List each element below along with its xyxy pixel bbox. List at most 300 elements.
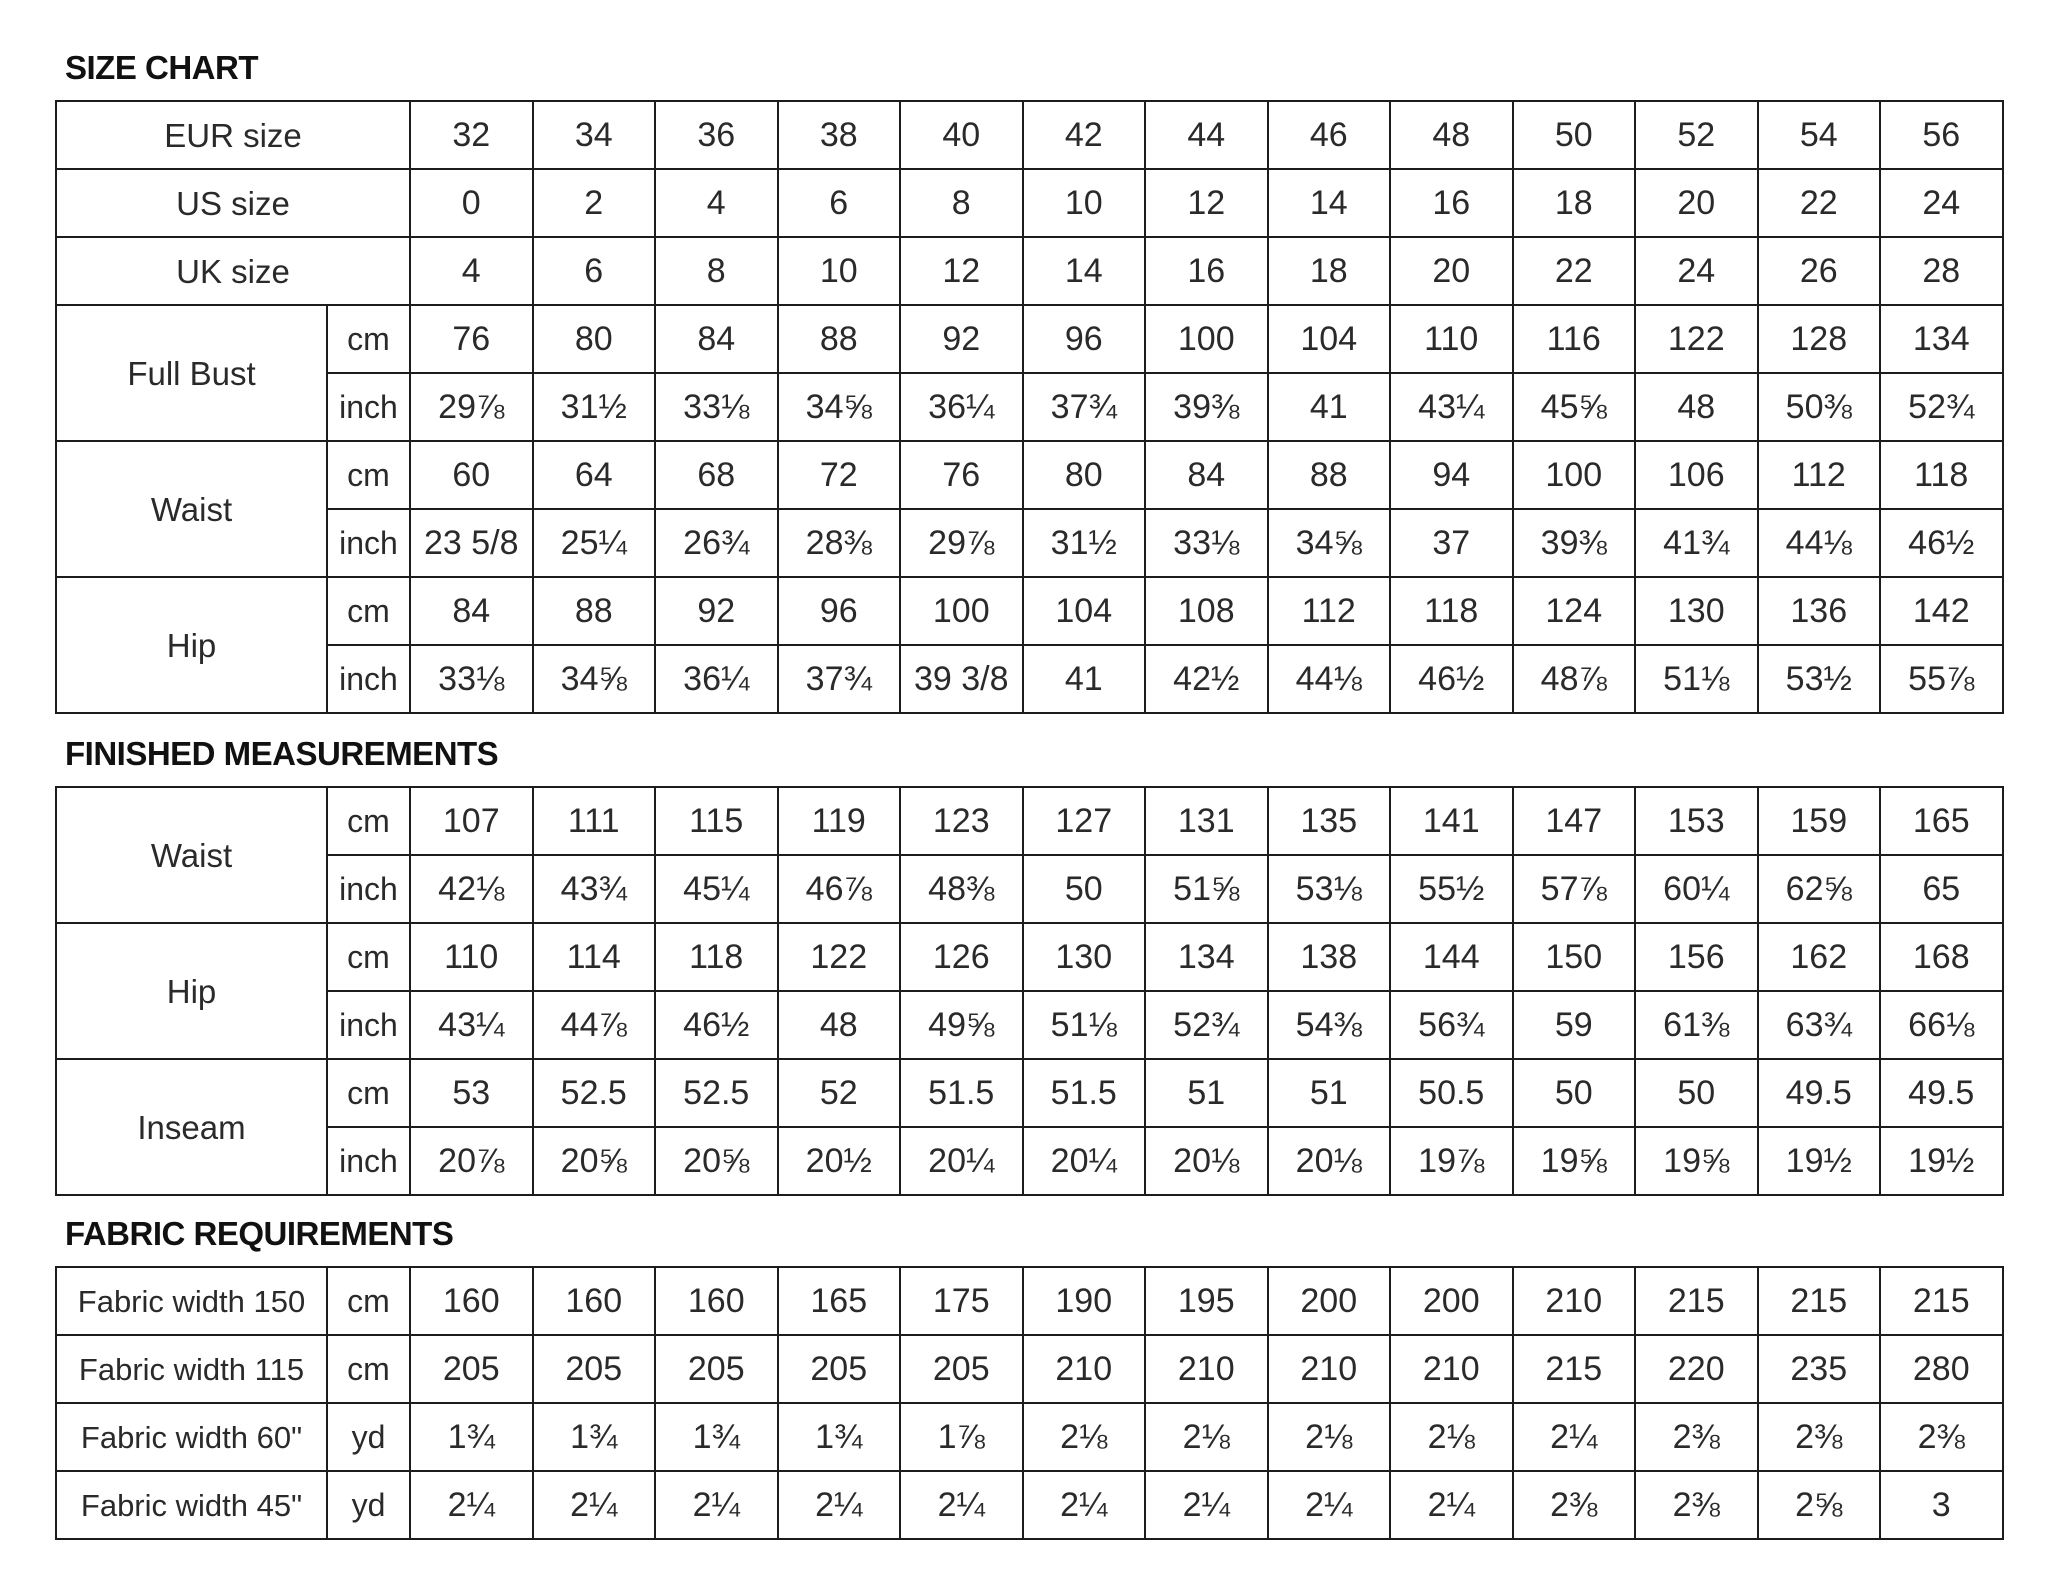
measurement-cell: 34⅝ <box>533 645 656 713</box>
finished-cell: 53 <box>410 1059 533 1127</box>
finished-cell: 20⅝ <box>655 1127 778 1195</box>
fabric-cell: 3 <box>1880 1471 2003 1539</box>
fabric-cell: 200 <box>1268 1267 1391 1335</box>
finished-cell: 19⅝ <box>1635 1127 1758 1195</box>
measurement-label: Full Bust <box>56 305 327 441</box>
fabric-cell: 2¼ <box>1390 1471 1513 1539</box>
measurement-cell: 60 <box>410 441 533 509</box>
size-chart-table <box>55 100 2004 714</box>
fabric-row <box>56 1403 2003 1471</box>
uk-size-label: UK size <box>56 237 410 305</box>
finished-cell: 134 <box>1145 923 1268 991</box>
uk-size-cell: 26 <box>1758 237 1881 305</box>
finished-row <box>56 991 2003 1059</box>
fabric-cell: 160 <box>533 1267 656 1335</box>
measurement-row <box>56 373 2003 441</box>
finished-cell: 20½ <box>778 1127 901 1195</box>
fabric-cell: 1¾ <box>778 1403 901 1471</box>
measurement-cell: 36¼ <box>900 373 1023 441</box>
measurement-cell: 48 <box>1635 373 1758 441</box>
fabric-row <box>56 1335 2003 1403</box>
measurement-cell: 92 <box>655 577 778 645</box>
finished-cell: 159 <box>1758 787 1881 855</box>
finished-cell: 65 <box>1880 855 2003 923</box>
finished-cell: 50.5 <box>1390 1059 1513 1127</box>
fabric-cell: 165 <box>778 1267 901 1335</box>
eur-size-cell: 34 <box>533 101 656 169</box>
measurement-cell: 31½ <box>533 373 656 441</box>
finished-row <box>56 855 2003 923</box>
measurement-cell: 136 <box>1758 577 1881 645</box>
uk-size-cell: 4 <box>410 237 533 305</box>
finished-cell: 52.5 <box>533 1059 656 1127</box>
measurement-row <box>56 645 2003 713</box>
fabric-cell: 175 <box>900 1267 1023 1335</box>
us-size-cell: 2 <box>533 169 656 237</box>
finished-cell: 53⅛ <box>1268 855 1391 923</box>
eur-size-cell: 36 <box>655 101 778 169</box>
unit-label: cm <box>327 787 410 855</box>
finished-cell: 45¼ <box>655 855 778 923</box>
finished-cell: 49.5 <box>1758 1059 1881 1127</box>
finished-cell: 20⅛ <box>1145 1127 1268 1195</box>
finished-measurements-title: FINISHED MEASUREMENTS <box>65 735 499 772</box>
fabric-cell: 210 <box>1268 1335 1391 1403</box>
uk-size-cell: 16 <box>1145 237 1268 305</box>
measurement-cell: 28⅜ <box>778 509 901 577</box>
unit-label: cm <box>327 1335 410 1403</box>
eur-size-cell: 48 <box>1390 101 1513 169</box>
measurement-cell: 41 <box>1268 373 1391 441</box>
measurement-cell: 41 <box>1023 645 1146 713</box>
fabric-cell: 2⅜ <box>1635 1403 1758 1471</box>
measurement-cell: 108 <box>1145 577 1268 645</box>
measurement-cell: 104 <box>1268 305 1391 373</box>
finished-cell: 122 <box>778 923 901 991</box>
us-size-cell: 18 <box>1513 169 1636 237</box>
finished-measurements-table <box>55 786 2004 1196</box>
finished-cell: 19⅞ <box>1390 1127 1513 1195</box>
finished-cell: 50 <box>1635 1059 1758 1127</box>
fabric-cell: 2⅜ <box>1758 1403 1881 1471</box>
eur-size-cell: 40 <box>900 101 1023 169</box>
fabric-cell: 215 <box>1635 1267 1758 1335</box>
measurement-cell: 33⅛ <box>410 645 533 713</box>
measurement-cell: 44⅛ <box>1268 645 1391 713</box>
finished-cell: 126 <box>900 923 1023 991</box>
measurement-cell: 29⅞ <box>900 509 1023 577</box>
fabric-cell: 190 <box>1023 1267 1146 1335</box>
measurement-cell: 29⅞ <box>410 373 533 441</box>
measurement-cell: 80 <box>533 305 656 373</box>
eur-size-cell: 54 <box>1758 101 1881 169</box>
uk-size-cell: 18 <box>1268 237 1391 305</box>
finished-cell: 111 <box>533 787 656 855</box>
finished-cell: 48⅜ <box>900 855 1023 923</box>
fabric-cell: 1¾ <box>410 1403 533 1471</box>
finished-cell: 60¼ <box>1635 855 1758 923</box>
measurement-cell: 25¼ <box>533 509 656 577</box>
fabric-cell: 200 <box>1390 1267 1513 1335</box>
finished-cell: 46⅞ <box>778 855 901 923</box>
measurement-cell: 88 <box>533 577 656 645</box>
us-size-cell: 16 <box>1390 169 1513 237</box>
eur-size-cell: 50 <box>1513 101 1636 169</box>
measurement-cell: 31½ <box>1023 509 1146 577</box>
us-size-row <box>56 169 2003 237</box>
finished-row <box>56 1127 2003 1195</box>
us-size-cell: 0 <box>410 169 533 237</box>
finished-cell: 20⅝ <box>533 1127 656 1195</box>
measurement-cell: 118 <box>1880 441 2003 509</box>
unit-label: cm <box>327 305 410 373</box>
measurement-label: Waist <box>56 441 327 577</box>
measurement-cell: 23 5/8 <box>410 509 533 577</box>
measurement-cell: 72 <box>778 441 901 509</box>
us-size-cell: 10 <box>1023 169 1146 237</box>
finished-row <box>56 923 2003 991</box>
us-size-cell: 14 <box>1268 169 1391 237</box>
finished-cell: 49.5 <box>1880 1059 2003 1127</box>
fabric-label: Fabric width 150 <box>56 1267 327 1335</box>
measurement-cell: 39⅜ <box>1513 509 1636 577</box>
measurement-cell: 34⅝ <box>778 373 901 441</box>
fabric-row <box>56 1267 2003 1335</box>
fabric-cell: 215 <box>1880 1267 2003 1335</box>
measurement-cell: 106 <box>1635 441 1758 509</box>
fabric-cell: 160 <box>655 1267 778 1335</box>
measurement-cell: 64 <box>533 441 656 509</box>
measurement-cell: 100 <box>900 577 1023 645</box>
measurement-cell: 48⅞ <box>1513 645 1636 713</box>
finished-cell: 43¾ <box>533 855 656 923</box>
finished-cell: 51 <box>1145 1059 1268 1127</box>
unit-label: inch <box>327 991 410 1059</box>
finished-cell: 51⅛ <box>1023 991 1146 1059</box>
finished-cell: 19⅝ <box>1513 1127 1636 1195</box>
fabric-cell: 280 <box>1880 1335 2003 1403</box>
finished-cell: 123 <box>900 787 1023 855</box>
unit-label: inch <box>327 645 410 713</box>
measurement-cell: 37¾ <box>778 645 901 713</box>
fabric-cell: 205 <box>533 1335 656 1403</box>
eur-size-cell: 52 <box>1635 101 1758 169</box>
measurement-cell: 51⅛ <box>1635 645 1758 713</box>
eur-size-label: EUR size <box>56 101 410 169</box>
finished-cell: 52.5 <box>655 1059 778 1127</box>
finished-cell: 168 <box>1880 923 2003 991</box>
uk-size-cell: 12 <box>900 237 1023 305</box>
us-size-cell: 24 <box>1880 169 2003 237</box>
finished-cell: 107 <box>410 787 533 855</box>
us-size-cell: 12 <box>1145 169 1268 237</box>
finished-cell: 20⅞ <box>410 1127 533 1195</box>
unit-label: inch <box>327 1127 410 1195</box>
measurement-cell: 130 <box>1635 577 1758 645</box>
measurement-cell: 37¾ <box>1023 373 1146 441</box>
measurement-cell: 46½ <box>1880 509 2003 577</box>
measurement-cell: 80 <box>1023 441 1146 509</box>
uk-size-cell: 22 <box>1513 237 1636 305</box>
finished-cell: 115 <box>655 787 778 855</box>
eur-size-cell: 32 <box>410 101 533 169</box>
fabric-cell: 2⅛ <box>1145 1403 1268 1471</box>
fabric-cell: 2¼ <box>1145 1471 1268 1539</box>
measurement-cell: 84 <box>410 577 533 645</box>
fabric-label: Fabric width 115 <box>56 1335 327 1403</box>
uk-size-cell: 6 <box>533 237 656 305</box>
measurement-row <box>56 509 2003 577</box>
finished-cell: 19½ <box>1880 1127 2003 1195</box>
finished-cell: 57⅞ <box>1513 855 1636 923</box>
measurement-cell: 76 <box>900 441 1023 509</box>
size-chart-title: SIZE CHART <box>65 49 258 86</box>
measurement-cell: 110 <box>1390 305 1513 373</box>
measurement-cell: 128 <box>1758 305 1881 373</box>
finished-cell: 110 <box>410 923 533 991</box>
fabric-cell: 2⅜ <box>1635 1471 1758 1539</box>
fabric-requirements-title: FABRIC REQUIREMENTS <box>65 1215 454 1252</box>
finished-cell: 55½ <box>1390 855 1513 923</box>
finished-cell: 114 <box>533 923 656 991</box>
us-size-label: US size <box>56 169 410 237</box>
measurement-cell: 50⅜ <box>1758 373 1881 441</box>
finished-cell: 50 <box>1513 1059 1636 1127</box>
fabric-cell: 235 <box>1758 1335 1881 1403</box>
measurement-cell: 33⅛ <box>655 373 778 441</box>
fabric-cell: 2⅛ <box>1390 1403 1513 1471</box>
fabric-cell: 205 <box>410 1335 533 1403</box>
fabric-cell: 210 <box>1513 1267 1636 1335</box>
finished-cell: 51⅝ <box>1145 855 1268 923</box>
measurement-cell: 88 <box>1268 441 1391 509</box>
finished-label: Inseam <box>56 1059 327 1195</box>
measurement-cell: 124 <box>1513 577 1636 645</box>
fabric-cell: 2⅜ <box>1880 1403 2003 1471</box>
eur-size-cell: 42 <box>1023 101 1146 169</box>
finished-cell: 54⅜ <box>1268 991 1391 1059</box>
fabric-cell: 2⅛ <box>1268 1403 1391 1471</box>
measurement-cell: 37 <box>1390 509 1513 577</box>
finished-cell: 56¾ <box>1390 991 1513 1059</box>
finished-cell: 62⅝ <box>1758 855 1881 923</box>
finished-cell: 162 <box>1758 923 1881 991</box>
unit-label: inch <box>327 373 410 441</box>
fabric-cell: 2¼ <box>778 1471 901 1539</box>
finished-cell: 52 <box>778 1059 901 1127</box>
fabric-cell: 205 <box>778 1335 901 1403</box>
finished-label: Waist <box>56 787 327 923</box>
fabric-row <box>56 1471 2003 1539</box>
fabric-cell: 2¼ <box>410 1471 533 1539</box>
measurement-cell: 68 <box>655 441 778 509</box>
fabric-cell: 215 <box>1758 1267 1881 1335</box>
finished-cell: 135 <box>1268 787 1391 855</box>
fabric-requirements-table <box>55 1266 2004 1540</box>
uk-size-cell: 28 <box>1880 237 2003 305</box>
eur-size-cell: 56 <box>1880 101 2003 169</box>
fabric-cell: 2¼ <box>900 1471 1023 1539</box>
finished-cell: 20⅛ <box>1268 1127 1391 1195</box>
measurement-cell: 100 <box>1513 441 1636 509</box>
finished-cell: 44⅞ <box>533 991 656 1059</box>
uk-size-cell: 10 <box>778 237 901 305</box>
uk-size-row <box>56 237 2003 305</box>
eur-size-row <box>56 101 2003 169</box>
measurement-cell: 116 <box>1513 305 1636 373</box>
finished-cell: 51.5 <box>1023 1059 1146 1127</box>
fabric-label: Fabric width 60" <box>56 1403 327 1471</box>
finished-cell: 144 <box>1390 923 1513 991</box>
measurement-cell: 34⅝ <box>1268 509 1391 577</box>
measurement-cell: 104 <box>1023 577 1146 645</box>
finished-cell: 156 <box>1635 923 1758 991</box>
measurement-cell: 41¾ <box>1635 509 1758 577</box>
measurement-cell: 42½ <box>1145 645 1268 713</box>
fabric-cell: 2⅛ <box>1023 1403 1146 1471</box>
finished-cell: 147 <box>1513 787 1636 855</box>
finished-cell: 131 <box>1145 787 1268 855</box>
fabric-cell: 2¼ <box>655 1471 778 1539</box>
uk-size-cell: 24 <box>1635 237 1758 305</box>
fabric-cell: 195 <box>1145 1267 1268 1335</box>
finished-cell: 153 <box>1635 787 1758 855</box>
fabric-cell: 2⅝ <box>1758 1471 1881 1539</box>
measurement-cell: 100 <box>1145 305 1268 373</box>
unit-label: yd <box>327 1403 410 1471</box>
finished-cell: 48 <box>778 991 901 1059</box>
measurement-cell: 92 <box>900 305 1023 373</box>
measurement-cell: 55⅞ <box>1880 645 2003 713</box>
measurement-cell: 45⅝ <box>1513 373 1636 441</box>
finished-cell: 50 <box>1023 855 1146 923</box>
finished-cell: 63¾ <box>1758 991 1881 1059</box>
finished-cell: 46½ <box>655 991 778 1059</box>
fabric-label: Fabric width 45" <box>56 1471 327 1539</box>
finished-cell: 118 <box>655 923 778 991</box>
fabric-cell: 210 <box>1023 1335 1146 1403</box>
measurement-row <box>56 577 2003 645</box>
us-size-cell: 20 <box>1635 169 1758 237</box>
measurement-cell: 43¼ <box>1390 373 1513 441</box>
unit-label: cm <box>327 1267 410 1335</box>
finished-row <box>56 787 2003 855</box>
uk-size-cell: 14 <box>1023 237 1146 305</box>
fabric-cell: 210 <box>1145 1335 1268 1403</box>
measurement-cell: 33⅛ <box>1145 509 1268 577</box>
measurement-cell: 118 <box>1390 577 1513 645</box>
measurement-cell: 52¾ <box>1880 373 2003 441</box>
finished-cell: 119 <box>778 787 901 855</box>
measurement-cell: 142 <box>1880 577 2003 645</box>
measurement-cell: 84 <box>1145 441 1268 509</box>
unit-label: cm <box>327 923 410 991</box>
unit-label: inch <box>327 509 410 577</box>
finished-cell: 138 <box>1268 923 1391 991</box>
fabric-cell: 1⅞ <box>900 1403 1023 1471</box>
finished-cell: 20¼ <box>1023 1127 1146 1195</box>
measurement-cell: 94 <box>1390 441 1513 509</box>
finished-cell: 130 <box>1023 923 1146 991</box>
finished-cell: 127 <box>1023 787 1146 855</box>
finished-cell: 49⅝ <box>900 991 1023 1059</box>
measurement-row <box>56 305 2003 373</box>
measurement-cell: 122 <box>1635 305 1758 373</box>
us-size-cell: 6 <box>778 169 901 237</box>
unit-label: inch <box>327 855 410 923</box>
fabric-cell: 2⅜ <box>1513 1471 1636 1539</box>
measurement-cell: 84 <box>655 305 778 373</box>
measurement-cell: 96 <box>1023 305 1146 373</box>
finished-cell: 59 <box>1513 991 1636 1059</box>
fabric-cell: 205 <box>900 1335 1023 1403</box>
uk-size-cell: 8 <box>655 237 778 305</box>
measurement-cell: 36¼ <box>655 645 778 713</box>
finished-cell: 52¾ <box>1145 991 1268 1059</box>
finished-cell: 141 <box>1390 787 1513 855</box>
finished-row <box>56 1059 2003 1127</box>
us-size-cell: 4 <box>655 169 778 237</box>
measurement-cell: 53½ <box>1758 645 1881 713</box>
measurement-label: Hip <box>56 577 327 713</box>
fabric-cell: 160 <box>410 1267 533 1335</box>
fabric-cell: 210 <box>1390 1335 1513 1403</box>
finished-cell: 165 <box>1880 787 2003 855</box>
finished-cell: 43¼ <box>410 991 533 1059</box>
measurement-cell: 112 <box>1758 441 1881 509</box>
fabric-cell: 2¼ <box>1023 1471 1146 1539</box>
fabric-cell: 220 <box>1635 1335 1758 1403</box>
finished-cell: 66⅛ <box>1880 991 2003 1059</box>
finished-cell: 19½ <box>1758 1127 1881 1195</box>
unit-label: cm <box>327 577 410 645</box>
uk-size-cell: 20 <box>1390 237 1513 305</box>
finished-cell: 51 <box>1268 1059 1391 1127</box>
measurement-row <box>56 441 2003 509</box>
measurement-cell: 46½ <box>1390 645 1513 713</box>
finished-label: Hip <box>56 923 327 1059</box>
measurement-cell: 39 3/8 <box>900 645 1023 713</box>
fabric-cell: 1¾ <box>533 1403 656 1471</box>
measurement-cell: 112 <box>1268 577 1391 645</box>
unit-label: yd <box>327 1471 410 1539</box>
fabric-cell: 205 <box>655 1335 778 1403</box>
fabric-cell: 2¼ <box>533 1471 656 1539</box>
finished-cell: 42⅛ <box>410 855 533 923</box>
fabric-cell: 2¼ <box>1513 1403 1636 1471</box>
unit-label: cm <box>327 1059 410 1127</box>
measurement-cell: 39⅜ <box>1145 373 1268 441</box>
finished-cell: 150 <box>1513 923 1636 991</box>
measurement-cell: 76 <box>410 305 533 373</box>
fabric-cell: 215 <box>1513 1335 1636 1403</box>
measurement-cell: 96 <box>778 577 901 645</box>
unit-label: cm <box>327 441 410 509</box>
measurement-cell: 44⅛ <box>1758 509 1881 577</box>
finished-cell: 61⅜ <box>1635 991 1758 1059</box>
us-size-cell: 22 <box>1758 169 1881 237</box>
eur-size-cell: 44 <box>1145 101 1268 169</box>
finished-cell: 51.5 <box>900 1059 1023 1127</box>
measurement-cell: 134 <box>1880 305 2003 373</box>
us-size-cell: 8 <box>900 169 1023 237</box>
finished-cell: 20¼ <box>900 1127 1023 1195</box>
measurement-cell: 88 <box>778 305 901 373</box>
measurement-cell: 26¾ <box>655 509 778 577</box>
fabric-cell: 1¾ <box>655 1403 778 1471</box>
eur-size-cell: 38 <box>778 101 901 169</box>
fabric-cell: 2¼ <box>1268 1471 1391 1539</box>
